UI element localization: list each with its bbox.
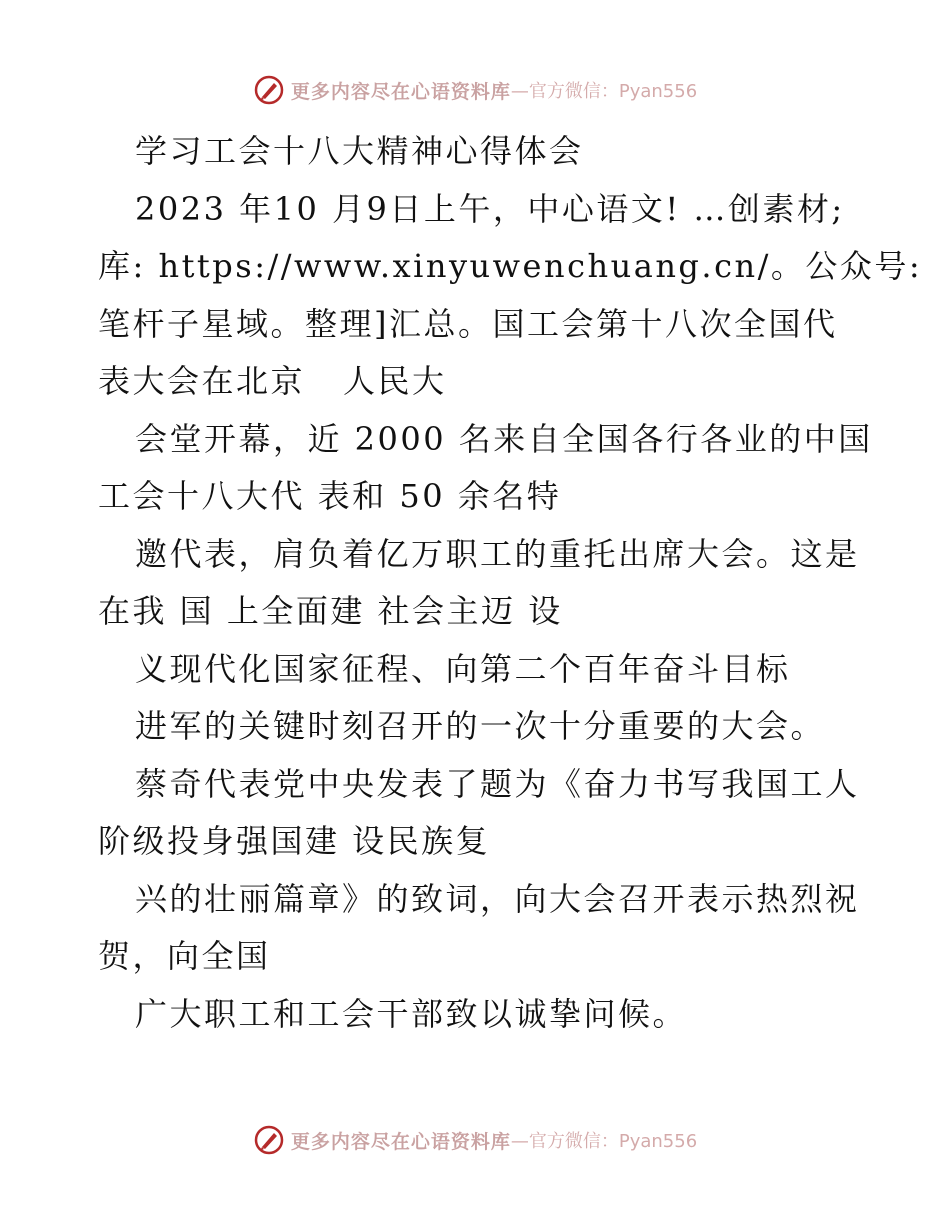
pen-logo-icon bbox=[253, 1124, 285, 1156]
doc-line: 会堂开幕，近 2000 名来自全国各行各业的中国 bbox=[135, 419, 873, 458]
doc-line: 贺，向全国 bbox=[98, 937, 271, 975]
doc-line: 蔡奇代表党中央发表了题为《奋力书写我国工人 bbox=[135, 764, 860, 803]
doc-line: 进军的关键时刻召开的一次十分重要的大会。 bbox=[135, 707, 826, 745]
doc-line: 工会十八大代 表和 50 余名特 bbox=[98, 477, 562, 515]
document-body bbox=[98, 123, 923, 1043]
banner-main-text: 更多内容尽在心语资料库 bbox=[290, 80, 511, 103]
pen-logo-icon bbox=[253, 74, 285, 106]
doc-line: 在我 国 上全面建 社会主迈 设 bbox=[98, 592, 563, 630]
banner-main-text: 更多内容尽在心语资料库 bbox=[290, 1130, 511, 1153]
doc-line: 兴的壮丽篇章》的致词，向大会召开表示热烈祝 bbox=[135, 879, 860, 918]
doc-line: 义现代化国家征程、向第二个百年奋斗目标 bbox=[135, 649, 791, 688]
doc-line: 笔杆子星域。整理]汇总。国工会第十八次全国代 bbox=[98, 304, 838, 343]
doc-line: 表大会在北京 人民大 bbox=[98, 362, 447, 400]
doc-line: 邀代表，肩负着亿万职工的重托出席大会。这是 bbox=[135, 534, 860, 573]
doc-line: 库: https://www.xinyuwenchuang.cn/。公众号: bbox=[98, 247, 923, 285]
banner-sub-text: —官方微信：Pyan556 bbox=[510, 1131, 698, 1152]
doc-line: 广大职工和工会干部致以诚挚问候。 bbox=[135, 994, 688, 1033]
doc-line: 2023 年10 月9日上午，中心语文! …创素材; bbox=[135, 189, 845, 228]
doc-title: 学习工会十八大精神心得体会 bbox=[135, 132, 584, 170]
banner-sub-text: —官方微信：Pyan556 bbox=[510, 81, 698, 102]
doc-line: 阶级投身强国建 设民族复 bbox=[98, 822, 491, 860]
footer-banner bbox=[0, 1120, 950, 1160]
header-banner bbox=[0, 70, 950, 110]
